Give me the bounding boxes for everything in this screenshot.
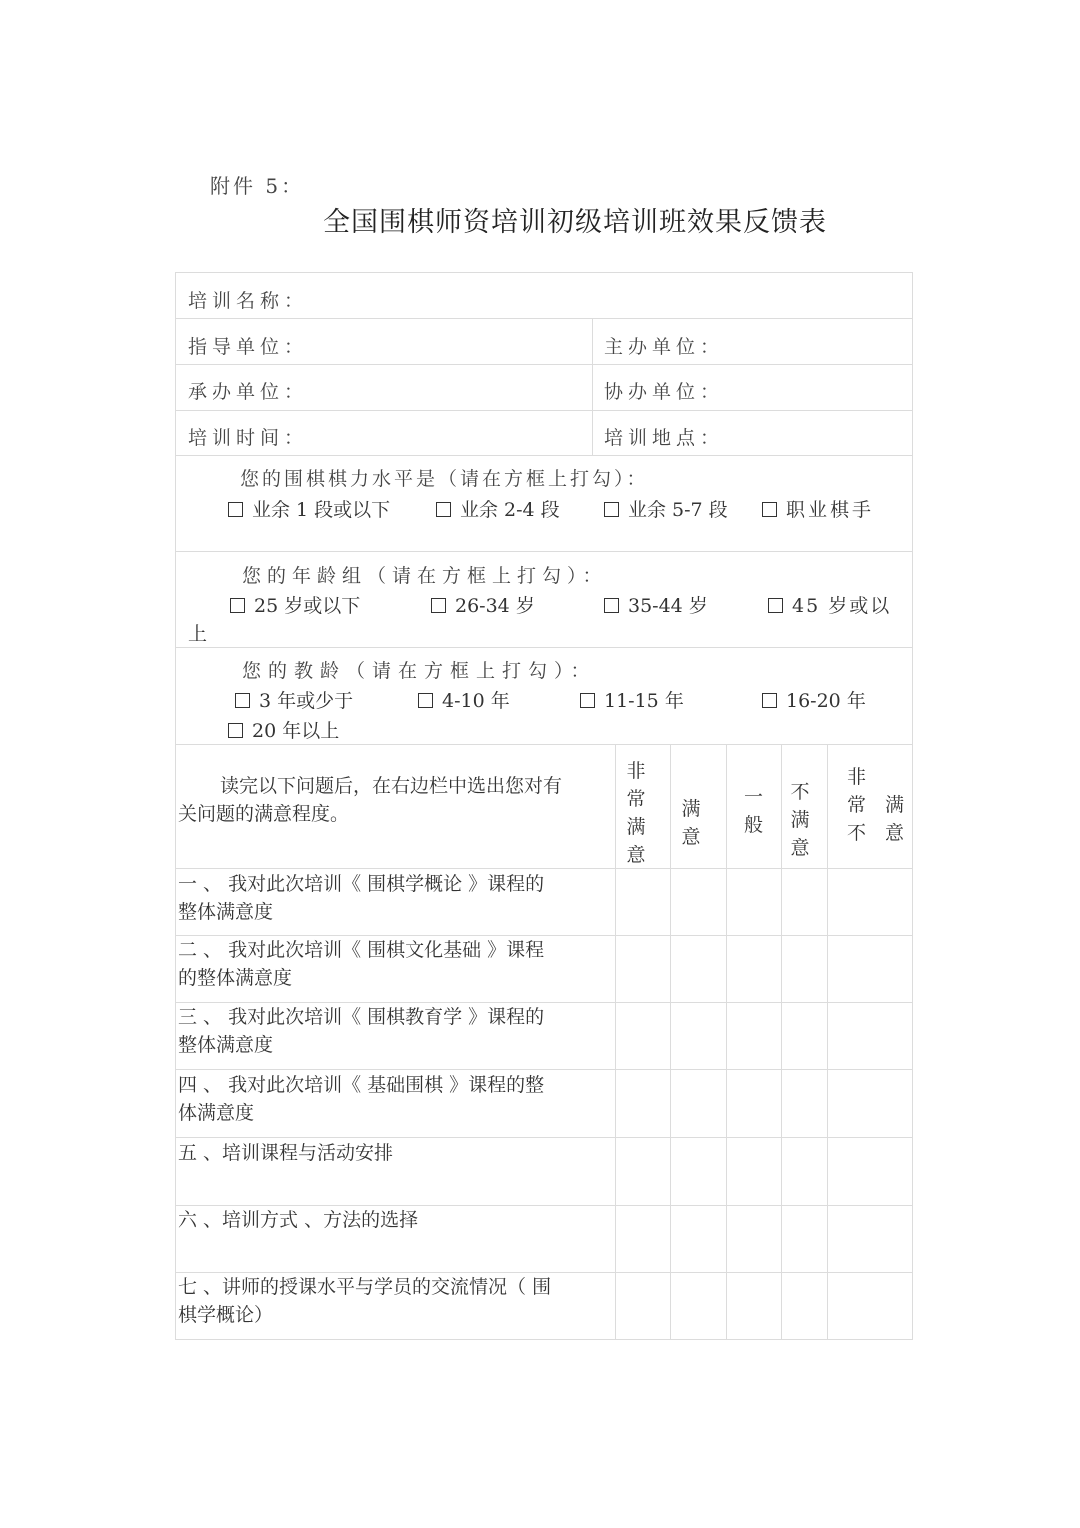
rating-cell[interactable]: [727, 1071, 780, 1137]
rating-cell[interactable]: [828, 870, 912, 935]
column-header-char: 满: [626, 816, 646, 838]
survey-intro: [178, 772, 614, 828]
rating-cell[interactable]: [782, 1274, 826, 1339]
rating-cell[interactable]: [671, 937, 725, 1002]
rating-cell[interactable]: [828, 1071, 912, 1137]
teaching-option[interactable]: 11-15 年: [580, 686, 684, 713]
survey-item: [178, 1071, 614, 1127]
column-header-char: 意: [790, 837, 810, 859]
column-header-very-satisfied: [615, 757, 657, 869]
training-time-label: 培训时间：: [188, 427, 309, 449]
teaching-option[interactable]: 4-10 年: [418, 686, 510, 713]
survey-item-text: 二 、 我对此次培训《 围棋文化基础 》课程: [178, 939, 545, 961]
checkbox-icon[interactable]: [580, 693, 595, 708]
survey-intro-line: 关问题的满意程度。: [178, 803, 350, 825]
checkbox-icon[interactable]: [436, 502, 451, 517]
age-option[interactable]: 45 岁或以: [768, 591, 891, 618]
age-option[interactable]: 35-44 岁: [604, 591, 708, 618]
survey-item-text: 四 、 我对此次培训《 基础围棋 》课程的整: [178, 1074, 545, 1096]
level-option[interactable]: 业余 5-7 段: [604, 495, 728, 522]
column-header-char: 满: [681, 798, 701, 820]
survey-item-text: 一 、 我对此次培训《 围棋学概论 》课程的: [178, 873, 545, 895]
age-question: 您的年龄组（请在方框上打勾）：: [242, 565, 608, 587]
column-header-char: 满: [790, 809, 810, 831]
survey-item: [178, 1206, 614, 1234]
rating-cell[interactable]: [616, 1071, 669, 1137]
column-header-very-dissatisfied: [827, 763, 913, 847]
survey-item-text: 的整体满意度: [178, 967, 293, 989]
form-title: 全国围棋师资培训初级培训班效果反馈表: [323, 207, 827, 238]
checkbox-icon[interactable]: [604, 502, 619, 517]
survey-item: [178, 936, 614, 992]
survey-intro-line: 读完以下问题后，在右边栏中选出您对有: [220, 775, 563, 797]
rating-cell[interactable]: [782, 870, 826, 935]
column-header-char: 非: [847, 766, 867, 788]
level-option[interactable]: 业余 2-4 段: [436, 495, 560, 522]
rating-cell[interactable]: [616, 1139, 669, 1205]
rating-cell[interactable]: [616, 1004, 669, 1069]
rating-cell[interactable]: [616, 1274, 669, 1339]
rating-cell[interactable]: [828, 1274, 912, 1339]
column-header-satisfied: [670, 795, 712, 851]
checkbox-icon[interactable]: [228, 723, 243, 738]
age-option[interactable]: 25 岁或以下: [230, 591, 360, 618]
teaching-option[interactable]: 20 年以上: [228, 716, 339, 743]
teaching-question: 您的教龄（请在方框上打勾）：: [242, 660, 597, 682]
column-header-average: [731, 783, 776, 839]
checkbox-icon[interactable]: [762, 693, 777, 708]
checkbox-icon[interactable]: [235, 693, 250, 708]
level-option[interactable]: 职业棋手: [762, 495, 874, 522]
column-header-char: 般: [743, 814, 763, 836]
checkbox-icon[interactable]: [762, 502, 777, 517]
survey-item-text: 六 、培训方式 、方法的选择: [178, 1209, 419, 1231]
rating-cell[interactable]: [671, 1071, 725, 1137]
rating-cell[interactable]: [727, 1004, 780, 1069]
rating-cell[interactable]: [828, 1004, 912, 1069]
age-option[interactable]: 26-34 岁: [431, 591, 535, 618]
rating-cell[interactable]: [616, 870, 669, 935]
checkbox-icon[interactable]: [230, 598, 245, 613]
rating-cell[interactable]: [671, 1274, 725, 1339]
rating-cell[interactable]: [616, 937, 669, 1002]
survey-item: [178, 1273, 614, 1329]
co-organizer-unit-label: 协办单位：: [604, 381, 725, 403]
survey-item-text: 棋学概论）: [178, 1304, 274, 1326]
survey-item: [178, 870, 614, 926]
age-option-overflow: 上: [188, 623, 208, 645]
column-header-char: 意: [626, 844, 646, 866]
rating-cell[interactable]: [828, 937, 912, 1002]
survey-item-text: 体满意度: [178, 1102, 255, 1124]
teaching-option[interactable]: 16-20 年: [762, 686, 866, 713]
column-header-char: 常 满: [847, 794, 905, 816]
rating-cell[interactable]: [727, 1274, 780, 1339]
organizer-unit-label: 承办单位：: [188, 381, 309, 403]
rating-cell[interactable]: [782, 1071, 826, 1137]
column-header-char: 意: [681, 826, 701, 848]
rating-cell[interactable]: [671, 870, 725, 935]
rating-cell[interactable]: [616, 1207, 669, 1272]
info-column-divider: [592, 319, 593, 456]
rating-cell[interactable]: [782, 937, 826, 1002]
column-header-char: 一: [743, 786, 763, 808]
column-header-char: 常: [626, 788, 646, 810]
rating-cell[interactable]: [782, 1139, 826, 1205]
column-header-dissatisfied: [781, 778, 819, 862]
rating-cell[interactable]: [782, 1207, 826, 1272]
survey-item-text: 整体满意度: [178, 1034, 274, 1056]
checkbox-icon[interactable]: [228, 502, 243, 517]
survey-item-text: 三 、 我对此次培训《 围棋教育学 》课程的: [178, 1006, 545, 1028]
checkbox-icon[interactable]: [604, 598, 619, 613]
teaching-option[interactable]: 3 年或少于: [235, 686, 353, 713]
rating-cell[interactable]: [828, 1207, 912, 1272]
survey-item: [178, 1003, 614, 1059]
rating-cell[interactable]: [727, 870, 780, 935]
level-option[interactable]: 业余 1 段或以下: [228, 495, 390, 522]
survey-item-text: 整体满意度: [178, 901, 274, 923]
survey-item-text: 七 、讲师的授课水平与学员的交流情况（ 围: [178, 1276, 552, 1298]
rating-cell[interactable]: [828, 1139, 912, 1205]
checkbox-icon[interactable]: [418, 693, 433, 708]
checkbox-icon[interactable]: [768, 598, 783, 613]
rating-cell[interactable]: [671, 1207, 725, 1272]
attachment-label: 附件 5：: [210, 174, 305, 198]
survey-item: [178, 1139, 614, 1167]
rating-cell[interactable]: [782, 1004, 826, 1069]
host-unit-label: 主办单位：: [604, 336, 725, 358]
training-name-label: 培训名称：: [188, 290, 309, 312]
column-header-char: 不 意: [847, 822, 905, 844]
level-question: 您的围棋棋力水平是（请在方框上打勾）：: [240, 468, 649, 490]
rating-cell[interactable]: [671, 1139, 725, 1205]
survey-item-text: 五 、培训课程与活动安排: [178, 1142, 394, 1164]
column-header-char: 非: [626, 760, 646, 782]
rating-cell[interactable]: [671, 1004, 725, 1069]
training-place-label: 培训地点：: [604, 427, 725, 449]
rating-cell[interactable]: [727, 1207, 780, 1272]
column-header-char: 不: [790, 781, 810, 803]
checkbox-icon[interactable]: [431, 598, 446, 613]
guide-unit-label: 指导单位：: [188, 336, 309, 358]
rating-cell[interactable]: [727, 1139, 780, 1205]
rating-cell[interactable]: [727, 937, 780, 1002]
